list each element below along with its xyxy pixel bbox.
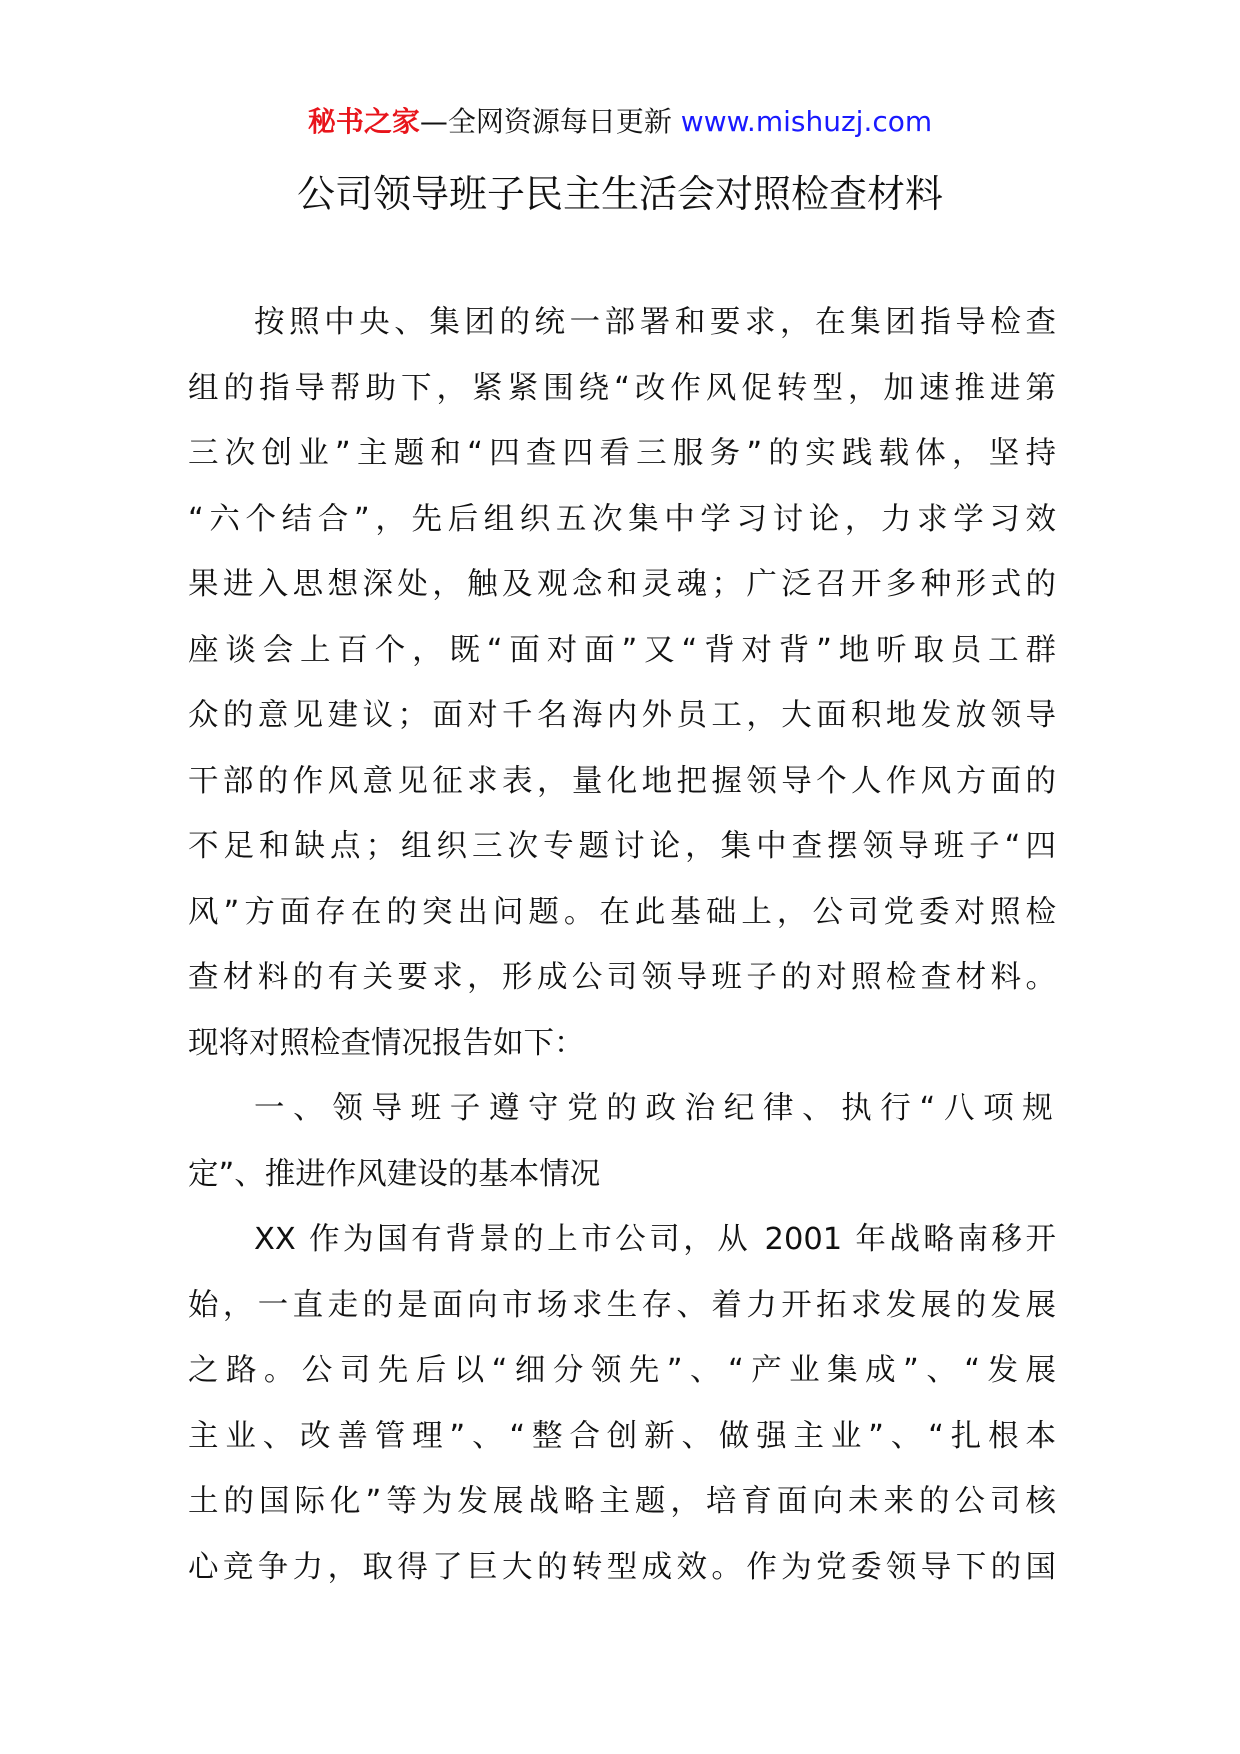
text-line: 三次创业”主题和“四查四看三服务”的实践载体，坚持 [188,436,1056,471]
text-line: 干部的作风意见征求表，量化地把握领导个人作风方面的 [188,763,1056,799]
text-line: 心竞争力，取得了巨大的转型成效。作为党委领导下的国 [188,1549,1056,1585]
site-brand: 秘书之家 [307,105,420,138]
text-line: 主业、改善管理”、“整合创新、做强主业”、“扎根本 [188,1418,1056,1454]
text-line: 之路。公司先后以“细分领先”、“产业集成”、“发展 [188,1353,1056,1388]
text-line: 众的意见建议；面对千名海内外员工，大面积地发放领导 [188,698,1056,733]
section-heading-line: 定”、推进作风建设的基本情况 [188,1156,601,1192]
site-slogan: —全网资源每日更新 [419,105,672,138]
text-line: 按照中央、集团的统一部署和要求，在集团指导检查 [254,305,1056,340]
text-line: 现将对照检查情况报告如下： [188,1025,585,1061]
site-header [0,102,1240,142]
document-body [188,290,1056,1600]
text-line: 果进入思想深处，触及观念和灵魂；广泛召开多种形式的 [188,567,1056,602]
text-line: 始，一直走的是面向市场求生存、着力开拓求发展的发展 [188,1287,1056,1323]
text-line: 组的指导帮助下，紧紧围绕“改作风促转型，加速推进第 [188,370,1056,406]
text-line: XX 作为国有背景的上市公司，从 2001 年战略南移开 [254,1222,1056,1257]
site-url-link[interactable]: www.mishuzj.com [680,105,933,138]
text-line: 不足和缺点；组织三次专题讨论，集中查摆领导班子“四 [188,829,1056,864]
section-heading-line: 一、领导班子遵守党的政治纪律、执行“八项规 [254,1091,1056,1126]
text-line: 查材料的有关要求，形成公司领导班子的对照检查材料。 [188,960,1056,995]
document-title: 公司领导班子民主生活会对照检查材料 [296,172,943,216]
text-line: 风”方面存在的突出问题。在此基础上，公司党委对照检 [188,894,1056,930]
text-line: “六个结合”，先后组织五次集中学习讨论，力求学习效 [188,501,1056,537]
text-line: 土的国际化”等为发展战略主题，培育面向未来的公司核 [188,1484,1056,1519]
text-line: 座谈会上百个，既“面对面”又“背对背”地听取员工群 [188,632,1056,668]
